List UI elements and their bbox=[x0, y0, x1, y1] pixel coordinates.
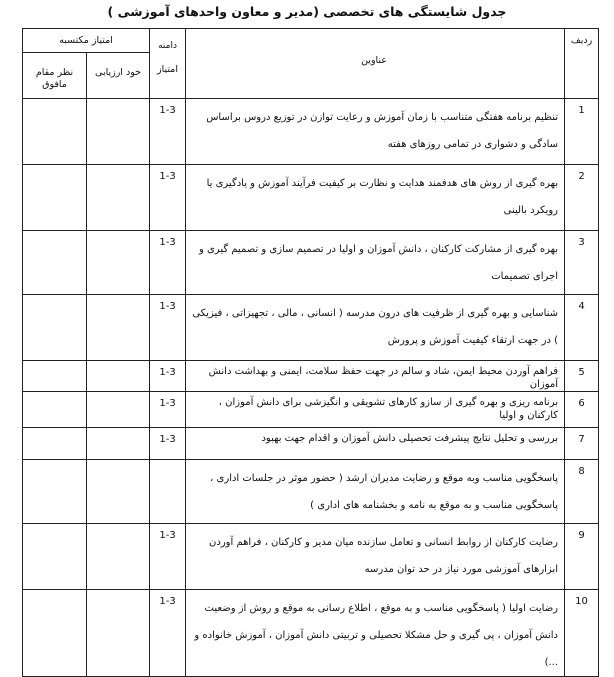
row-self-cell[interactable] bbox=[87, 165, 150, 231]
table-row bbox=[23, 428, 599, 460]
table-row bbox=[23, 392, 599, 428]
row-title bbox=[186, 165, 565, 231]
row-text: بهره گیری از مشارکت کارکنان ، دانش آموزان و اولیا در تصمیم سازی و تصمیم گیری و اجرای تصمیمات bbox=[198, 244, 559, 282]
row-supervisor-cell[interactable] bbox=[23, 361, 87, 392]
row-supervisor-cell[interactable] bbox=[23, 524, 87, 590]
table-row bbox=[23, 460, 599, 524]
row-range: 1-3 bbox=[150, 524, 186, 590]
header-supervisor-view: نظر مقام مافوق bbox=[23, 53, 87, 99]
row-text: شناسایی و بهره گیری از ظرفیت های درون مدرسه ( انسانی ، مالی ، تجهیزاتی ، فیزیکی ) در جهت ارتقاء کیفیت آموزش و پرورش bbox=[192, 308, 559, 346]
row-title bbox=[186, 99, 565, 165]
row-supervisor-cell[interactable] bbox=[23, 165, 87, 231]
row-title bbox=[186, 428, 565, 460]
row-text: تنظیم برنامه هفتگی متناسب با زمان آموزش و رعایت توازن در توزیع دروس براساس سادگی و دشواری در تمامی روزهای هفته bbox=[206, 112, 559, 150]
row-number: 9 bbox=[565, 524, 599, 590]
row-range: 1-3 bbox=[150, 99, 186, 165]
row-self-cell[interactable] bbox=[87, 428, 150, 460]
row-range: 1-3 bbox=[150, 590, 186, 677]
header-acquired-score: امتیاز مکتسبه bbox=[23, 29, 150, 53]
header-row bbox=[23, 29, 599, 53]
row-supervisor-cell[interactable] bbox=[23, 460, 87, 524]
row-self-cell[interactable] bbox=[87, 590, 150, 677]
row-range: 1-3 bbox=[150, 361, 186, 392]
table-row bbox=[23, 524, 599, 590]
row-self-cell[interactable] bbox=[87, 392, 150, 428]
row-number: 8 bbox=[565, 460, 599, 524]
row-text: فراهم آوردن محیط ایمن، شاد و سالم در جهت حفظ سلامت، ایمنی و بهداشت دانش آموزان bbox=[208, 366, 559, 390]
row-self-cell[interactable] bbox=[87, 99, 150, 165]
row-supervisor-cell[interactable] bbox=[23, 392, 87, 428]
row-number: 2 bbox=[565, 165, 599, 231]
row-text: پاسخگویی مناسب وبه موقع و رضایت مدیران ارشد ( حضور موثر در جلسات اداری ، پاسخگویی مناسب و به موقع به نامه و بخشنامه های اداری ) bbox=[210, 473, 559, 511]
row-supervisor-cell[interactable] bbox=[23, 295, 87, 361]
row-text: رضایت کارکنان از روابط انسانی و تعامل سازنده میان مدیر و کارکنان ، فراهم آوردن ابزارهای آموزشی مورد نیاز در حد توان مدرسه bbox=[209, 537, 559, 575]
header-range-top: دامنه bbox=[158, 41, 177, 51]
header-row-no: ردیف bbox=[565, 29, 599, 99]
competency-table bbox=[22, 28, 599, 677]
row-range: 1-3 bbox=[150, 165, 186, 231]
row-self-cell[interactable] bbox=[87, 231, 150, 295]
table-row bbox=[23, 99, 599, 165]
row-text: برنامه ریزی و بهره گیری از سازو کارهای تشویقی و انگیزشی برای دانش آموزان ، کارکنان و اولیا bbox=[218, 397, 559, 421]
table-row bbox=[23, 231, 599, 295]
table-row bbox=[23, 295, 599, 361]
row-range: 1-3 bbox=[150, 428, 186, 460]
row-title bbox=[186, 524, 565, 590]
row-number: 1 bbox=[565, 99, 599, 165]
row-supervisor-cell[interactable] bbox=[23, 231, 87, 295]
table-title: جدول شایستگی های تخصصی (مدیر و معاون واحدهای آموزشی ) bbox=[107, 4, 507, 19]
row-range: 1-3 bbox=[150, 231, 186, 295]
row-title bbox=[186, 392, 565, 428]
row-text: بررسی و تحلیل نتایج پیشرفت تحصیلی دانش آموزان و اقدام جهت بهبود bbox=[261, 433, 559, 444]
header-range-bottom: امتیاز bbox=[157, 64, 178, 76]
row-text: رضایت اولیا ( پاسخگویی مناسب و به موقع ، اطلاع رسانی به موقع و روش از وضعیت دانش آموزان ، پی گیری و حل مشکلا تحصیلی و تربیتی دانش آموزان ، آموزش خانواده و ...) bbox=[194, 603, 559, 668]
row-supervisor-cell[interactable] bbox=[23, 99, 87, 165]
table-row bbox=[23, 165, 599, 231]
row-range bbox=[150, 460, 186, 524]
row-number: 4 bbox=[565, 295, 599, 361]
row-number: 10 bbox=[565, 590, 599, 677]
row-self-cell[interactable] bbox=[87, 361, 150, 392]
row-self-cell[interactable] bbox=[87, 460, 150, 524]
row-title bbox=[186, 460, 565, 524]
row-supervisor-cell[interactable] bbox=[23, 428, 87, 460]
row-title bbox=[186, 590, 565, 677]
row-number: 7 bbox=[565, 428, 599, 460]
row-self-cell[interactable] bbox=[87, 295, 150, 361]
row-title bbox=[186, 361, 565, 392]
row-number: 3 bbox=[565, 231, 599, 295]
row-range: 1-3 bbox=[150, 392, 186, 428]
row-supervisor-cell[interactable] bbox=[23, 590, 87, 677]
row-range: 1-3 bbox=[150, 295, 186, 361]
row-number: 5 bbox=[565, 361, 599, 392]
table-row bbox=[23, 590, 599, 677]
header-titles: عناوین bbox=[186, 29, 565, 99]
header-self-assessment: خود ارزیابی bbox=[87, 53, 150, 99]
row-text: بهره گیری از روش های هدفمند هدایت و نظارت بر کیفیت فرآیند آموزش و یادگیری یا رویکرد بالینی bbox=[206, 178, 559, 216]
table-row bbox=[23, 361, 599, 392]
row-title bbox=[186, 231, 565, 295]
row-number: 6 bbox=[565, 392, 599, 428]
row-self-cell[interactable] bbox=[87, 524, 150, 590]
header-score-range bbox=[150, 29, 186, 99]
row-title bbox=[186, 295, 565, 361]
